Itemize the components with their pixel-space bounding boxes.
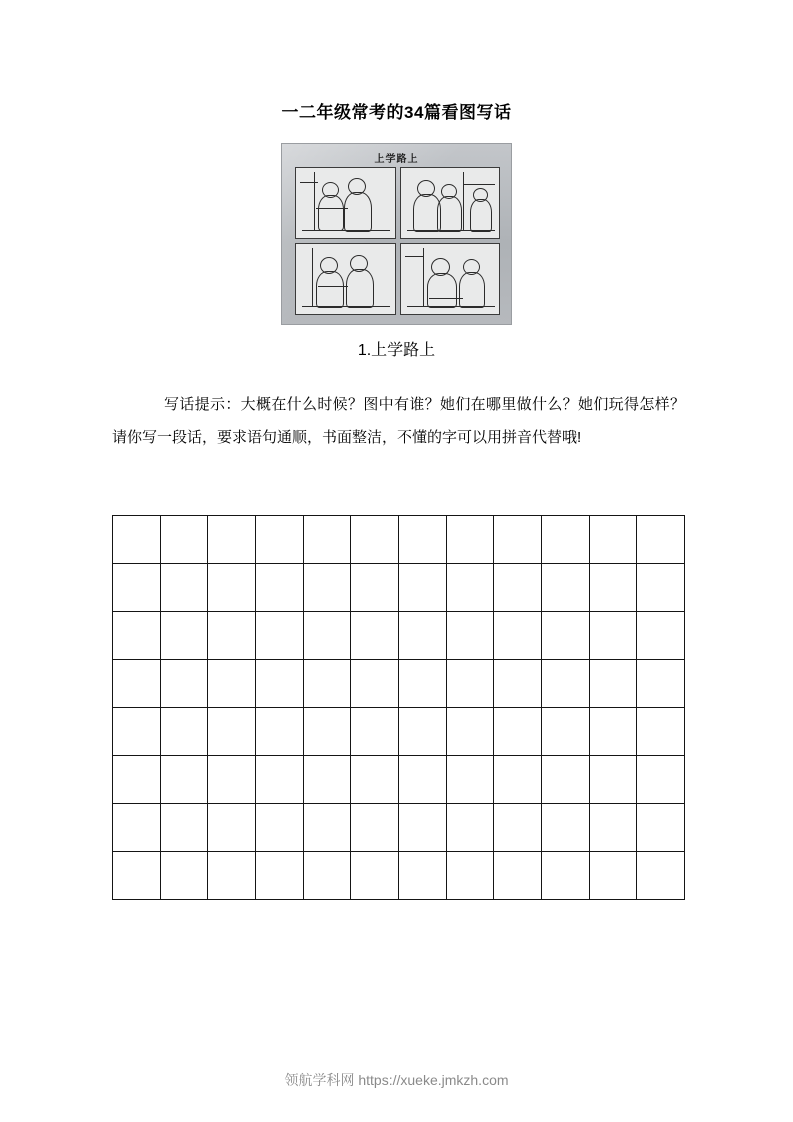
writing-grid-cell[interactable] [399,516,447,564]
writing-grid-cell[interactable] [113,516,161,564]
writing-grid-cell[interactable] [304,612,352,660]
writing-grid-cell[interactable] [542,516,590,564]
writing-grid-cell[interactable] [399,612,447,660]
writing-grid-cell[interactable] [542,612,590,660]
writing-grid-cell[interactable] [304,852,352,900]
writing-grid-cell[interactable] [637,564,685,612]
writing-grid-cell[interactable] [113,756,161,804]
writing-grid-cell[interactable] [113,612,161,660]
writing-grid-cell[interactable] [351,708,399,756]
writing-grid-cell[interactable] [161,564,209,612]
writing-grid-cell[interactable] [542,708,590,756]
writing-grid-cell[interactable] [208,516,256,564]
writing-grid-cell[interactable] [399,564,447,612]
writing-grid-cell[interactable] [351,660,399,708]
writing-grid-cell[interactable] [208,612,256,660]
writing-grid-cell[interactable] [256,852,304,900]
writing-grid-cell[interactable] [637,516,685,564]
writing-grid-cell[interactable] [113,564,161,612]
writing-grid-cell[interactable] [590,660,638,708]
comic-panel-grid [295,167,500,315]
writing-grid-cell[interactable] [208,852,256,900]
writing-grid-cell[interactable] [256,612,304,660]
writing-grid-cell[interactable] [399,804,447,852]
writing-grid-cell[interactable] [256,516,304,564]
writing-grid-cell[interactable] [113,708,161,756]
page-title: 一二年级常考的34篇看图写话 [281,103,512,122]
writing-grid-cell[interactable] [399,660,447,708]
writing-grid-cell[interactable] [113,804,161,852]
writing-grid-cell[interactable] [590,804,638,852]
writing-grid-row [113,564,685,612]
writing-grid-cell[interactable] [637,804,685,852]
writing-grid-cell[interactable] [590,612,638,660]
writing-grid-cell[interactable] [161,660,209,708]
writing-grid-cell[interactable] [447,804,495,852]
writing-grid-cell[interactable] [447,852,495,900]
writing-prompt: 写话提示：大概在什么时候？图中有谁？她们在哪里做什么？她们玩得怎样？请你写一段话，要求语句通顺，书面整洁，不懂的字可以用拼音代替哦! [112,396,685,446]
writing-grid-cell[interactable] [256,660,304,708]
writing-grid-cell[interactable] [494,660,542,708]
comic-image-caption: 上学路上 [374,154,419,165]
writing-grid-cell[interactable] [494,852,542,900]
writing-grid-cell[interactable] [494,804,542,852]
writing-grid-row [113,804,685,852]
writing-grid-cell[interactable] [447,708,495,756]
writing-grid-cell[interactable] [208,756,256,804]
writing-grid-cell[interactable] [637,852,685,900]
writing-grid[interactable] [112,515,685,900]
writing-grid-cell[interactable] [113,660,161,708]
comic-panel-3 [295,243,396,315]
writing-grid-cell[interactable] [304,564,352,612]
writing-grid-cell[interactable] [637,660,685,708]
writing-grid-cell[interactable] [351,516,399,564]
section-title: 1.上学路上 [357,342,436,359]
writing-grid-cell[interactable] [590,852,638,900]
writing-grid-cell[interactable] [113,852,161,900]
writing-grid-cell[interactable] [542,804,590,852]
writing-grid-cell[interactable] [494,708,542,756]
writing-grid-cell[interactable] [637,612,685,660]
writing-grid-cell[interactable] [542,564,590,612]
writing-grid-cell[interactable] [590,516,638,564]
writing-grid-cell[interactable] [447,756,495,804]
writing-grid-cell[interactable] [161,516,209,564]
writing-grid-cell[interactable] [208,564,256,612]
writing-grid-cell[interactable] [590,756,638,804]
writing-grid-cell[interactable] [161,612,209,660]
writing-grid-cell[interactable] [256,564,304,612]
writing-grid-cell[interactable] [208,660,256,708]
writing-grid-cell[interactable] [161,756,209,804]
writing-grid-cell[interactable] [304,756,352,804]
comic-panel-2 [400,167,501,239]
writing-grid-cell[interactable] [256,804,304,852]
writing-grid-row [113,756,685,804]
writing-grid-cell[interactable] [161,852,209,900]
writing-grid-cell[interactable] [494,564,542,612]
writing-grid-cell[interactable] [447,564,495,612]
writing-grid-cell[interactable] [351,564,399,612]
writing-grid-cell[interactable] [399,756,447,804]
writing-grid-cell[interactable] [590,708,638,756]
writing-grid-row [113,708,685,756]
comic-strip-image [281,143,512,325]
writing-grid-cell[interactable] [304,660,352,708]
writing-grid-cell[interactable] [304,804,352,852]
writing-grid-row [113,516,685,564]
writing-grid-cell[interactable] [208,708,256,756]
writing-grid-cell[interactable] [304,708,352,756]
comic-panel-1 [295,167,396,239]
writing-grid-cell[interactable] [447,612,495,660]
writing-grid-cell[interactable] [447,516,495,564]
writing-grid-cell[interactable] [256,756,304,804]
writing-grid-row [113,852,685,900]
writing-grid-cell[interactable] [494,756,542,804]
writing-grid-cell[interactable] [351,852,399,900]
writing-grid-cell[interactable] [637,756,685,804]
writing-grid-cell[interactable] [637,708,685,756]
writing-grid-cell[interactable] [590,564,638,612]
writing-grid-cell[interactable] [208,804,256,852]
writing-grid-cell[interactable] [494,516,542,564]
writing-grid-cell[interactable] [447,660,495,708]
footer-watermark: 领航学科网 https://xueke.jmkzh.com [284,1072,509,1088]
writing-grid-cell[interactable] [161,804,209,852]
writing-grid-cell[interactable] [351,804,399,852]
writing-grid-cell[interactable] [542,660,590,708]
writing-grid-cell[interactable] [399,852,447,900]
writing-grid-cell[interactable] [494,612,542,660]
writing-grid-row [113,660,685,708]
writing-grid-cell[interactable] [351,756,399,804]
writing-grid-cell[interactable] [161,708,209,756]
writing-grid-row [113,612,685,660]
comic-panel-4 [400,243,501,315]
writing-grid-cell[interactable] [542,756,590,804]
writing-grid-cell[interactable] [304,516,352,564]
writing-grid-cell[interactable] [399,708,447,756]
writing-grid-cell[interactable] [351,612,399,660]
writing-grid-cell[interactable] [256,708,304,756]
writing-grid-cell[interactable] [542,852,590,900]
